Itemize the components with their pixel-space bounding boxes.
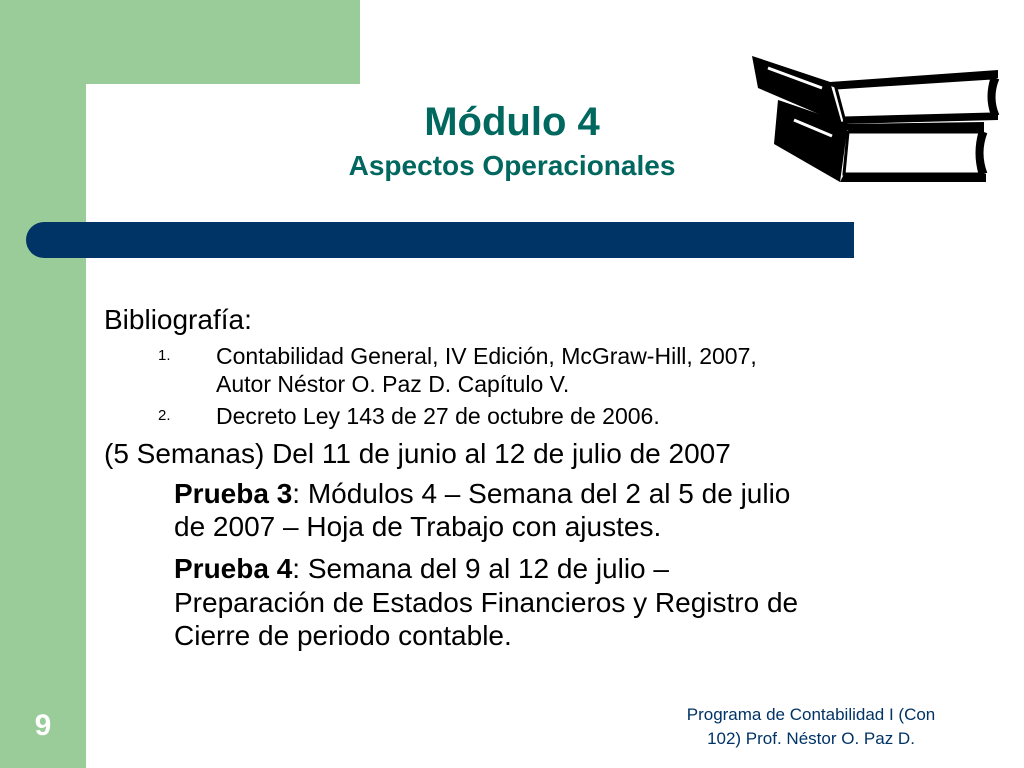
bibliografia-heading: Bibliografía:	[104, 304, 252, 335]
prueba3-desc: : Módulos 4 – Semana del 2 al 5 de julio	[292, 478, 791, 509]
footer	[654, 703, 968, 751]
list-item-number: 2.	[158, 407, 171, 424]
slide-title-line1: Módulo 4	[424, 100, 600, 144]
list-item-text: Decreto Ley 143 de 27 de octubre de 2006.	[216, 403, 660, 429]
prueba4-line2: Preparación de Estados Financieros y Registro de	[174, 587, 799, 618]
list-item-text: Contabilidad General, IV Edición, McGraw-Hill, 2007,	[216, 343, 757, 369]
page-number: 9	[34, 709, 52, 742]
footer-line1: Programa de Contabilidad I (Con	[686, 705, 936, 724]
prueba4-line1	[174, 553, 669, 585]
prueba4-label: Prueba 4	[174, 553, 293, 584]
schedule-text: (5 Semanas) Del 11 de junio al 12 de julio de 2007	[104, 438, 731, 469]
prueba3-label: Prueba 3	[174, 478, 293, 509]
slide-title-line2: Aspectos Operacionales	[348, 150, 676, 181]
list-item-number: 1.	[158, 347, 171, 364]
prueba4-line3: Cierre de periodo contable.	[174, 620, 512, 651]
footer-line2: 102) Prof. Néstor O. Paz D.	[707, 729, 915, 748]
prueba3-line2: de 2007 – Hoja de Trabajo con ajustes.	[174, 511, 662, 542]
prueba4-desc: : Semana del 9 al 12 de julio –	[292, 553, 669, 584]
prueba3-line1	[174, 478, 790, 510]
list-item-text: Autor Néstor O. Paz D. Capítulo V.	[216, 371, 570, 397]
